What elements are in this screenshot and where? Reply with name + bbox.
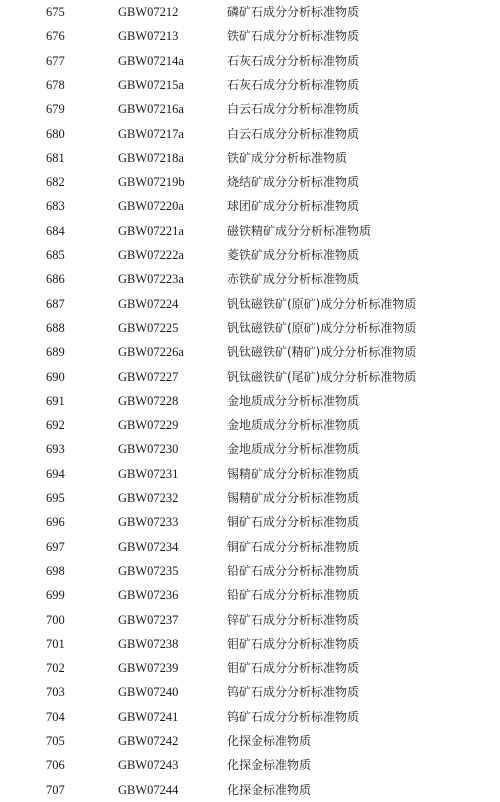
table-row: [0, 389, 500, 413]
material-name: 锡精矿成分分析标准物质: [227, 466, 360, 481]
material-name: 金地质成分分析标准物质: [227, 418, 360, 433]
table-row: [0, 73, 500, 97]
table-row: [0, 243, 500, 267]
material-code: GBW07220a: [118, 199, 184, 214]
material-code: GBW07221a: [118, 223, 184, 238]
table-row: [0, 122, 500, 146]
material-code: GBW07244: [118, 782, 179, 797]
table-row: [0, 340, 500, 364]
row-number: 704: [46, 709, 65, 724]
row-number: 699: [46, 588, 65, 603]
material-code: GBW07242: [118, 734, 179, 748]
row-number: 696: [46, 515, 65, 530]
material-name: 烧结矿成分分析标准物质: [227, 175, 360, 190]
row-number: 681: [46, 150, 65, 165]
table-row: [0, 559, 500, 583]
material-name: 赤铁矿成分分析标准物质: [227, 272, 360, 287]
material-code: GBW07237: [118, 612, 179, 627]
material-code: GBW07234: [118, 539, 179, 554]
material-name: 铜矿石成分分析标准物质: [227, 539, 360, 554]
material-name: 钒钛磁铁矿(精矿)成分分析标准物质: [227, 345, 417, 360]
material-name: 锡精矿成分分析标准物质: [227, 491, 360, 505]
material-name: 化探金标准物质: [227, 758, 312, 773]
material-code: GBW07215a: [118, 77, 184, 92]
row-number: 697: [46, 539, 65, 554]
material-name: 锌矿石成分分析标准物质: [227, 612, 360, 627]
material-name: 金地质成分分析标准物质: [227, 393, 360, 408]
table-row: [0, 608, 500, 632]
table-row: [0, 632, 500, 656]
material-code: GBW07223a: [118, 272, 184, 287]
material-code: GBW07217a: [118, 126, 184, 141]
table-row: [0, 49, 500, 73]
table-row: [0, 316, 500, 340]
table-row: [0, 365, 500, 389]
material-name: 钨矿石成分分析标准物质: [227, 685, 360, 700]
table-row: [0, 24, 500, 48]
material-code: GBW07218a: [118, 150, 184, 165]
material-name: 钒钛磁铁矿(原矿)成分分析标准物质: [227, 320, 417, 335]
row-number: 684: [46, 223, 65, 238]
material-name: 铅矿石成分分析标准物质: [227, 588, 360, 603]
row-number: 695: [46, 491, 65, 505]
material-name: 铁矿成分分析标准物质: [227, 150, 348, 165]
row-number: 678: [46, 77, 65, 92]
table-row: [0, 583, 500, 607]
material-code: GBW07236: [118, 588, 179, 603]
material-code: GBW07230: [118, 442, 179, 457]
row-number: 700: [46, 612, 65, 627]
table-row: [0, 510, 500, 534]
table-row: [0, 656, 500, 680]
material-code: GBW07233: [118, 515, 179, 530]
material-code: GBW07228: [118, 393, 179, 408]
material-code: GBW07227: [118, 369, 179, 384]
material-code: GBW07231: [118, 466, 179, 481]
table-row: [0, 413, 500, 437]
material-name: 白云石成分分析标准物质: [227, 126, 360, 141]
table-row: [0, 292, 500, 316]
row-number: 682: [46, 175, 65, 190]
material-code: GBW07219b: [118, 175, 185, 190]
row-number: 702: [46, 661, 65, 676]
table-row: [0, 219, 500, 243]
row-number: 677: [46, 53, 65, 68]
row-number: 683: [46, 199, 65, 214]
material-name: 钼矿石成分分析标准物质: [227, 636, 360, 651]
material-name: 化探金标准物质: [227, 734, 312, 748]
row-number: 687: [46, 296, 65, 311]
material-code: GBW07240: [118, 685, 179, 700]
material-name: 铅矿石成分分析标准物质: [227, 563, 360, 578]
row-number: 680: [46, 126, 65, 141]
material-code: GBW07212: [118, 5, 179, 19]
material-name: 铁矿石成分分析标准物质: [227, 29, 360, 44]
row-number: 686: [46, 272, 65, 287]
material-name: 磷矿石成分分析标准物质: [227, 5, 360, 19]
row-number: 707: [46, 782, 65, 797]
material-name: 钒钛磁铁矿(原矿)成分分析标准物质: [227, 296, 417, 311]
row-number: 701: [46, 636, 65, 651]
row-number: 688: [46, 320, 65, 335]
material-name: 菱铁矿成分分析标准物质: [227, 248, 360, 262]
table-row: [0, 267, 500, 291]
material-code: GBW07222a: [118, 248, 184, 262]
material-code: GBW07224: [118, 296, 179, 311]
table-row: [0, 705, 500, 729]
material-code: GBW07243: [118, 758, 179, 773]
table-row: [0, 778, 500, 802]
material-name: 化探金标准物质: [227, 782, 312, 797]
table-row: [0, 753, 500, 777]
row-number: 693: [46, 442, 65, 457]
row-number: 676: [46, 29, 65, 44]
table-row: [0, 437, 500, 461]
table-row: [0, 194, 500, 218]
table-row: [0, 146, 500, 170]
material-name: 钨矿石成分分析标准物质: [227, 709, 360, 724]
row-number: 679: [46, 102, 65, 117]
row-number: 694: [46, 466, 65, 481]
material-code: GBW07239: [118, 661, 179, 676]
row-number: 685: [46, 248, 65, 262]
material-code: GBW07235: [118, 563, 179, 578]
table-row: [0, 729, 500, 753]
table-row: [0, 170, 500, 194]
material-name: 钒钛磁铁矿(尾矿)成分分析标准物质: [227, 369, 417, 384]
material-name: 磁铁精矿成分分析标准物质: [227, 223, 372, 238]
table-row: [0, 462, 500, 486]
material-code: GBW07229: [118, 418, 179, 433]
table-row: [0, 680, 500, 704]
material-name: 石灰石成分分析标准物质: [227, 77, 360, 92]
row-number: 690: [46, 369, 65, 384]
table-row: [0, 0, 500, 24]
material-code: GBW07238: [118, 636, 179, 651]
material-name: 钼矿石成分分析标准物质: [227, 661, 360, 676]
material-name: 球团矿成分分析标准物质: [227, 199, 360, 214]
material-name: 白云石成分分析标准物质: [227, 102, 360, 117]
material-code: GBW07213: [118, 29, 179, 44]
material-code: GBW07216a: [118, 102, 184, 117]
row-number: 705: [46, 734, 65, 748]
material-code: GBW07241: [118, 709, 179, 724]
table-row: [0, 535, 500, 559]
table-row: [0, 486, 500, 510]
material-code: GBW07232: [118, 491, 179, 505]
row-number: 675: [46, 5, 65, 19]
material-code: GBW07225: [118, 320, 179, 335]
row-number: 689: [46, 345, 65, 360]
material-name: 石灰石成分分析标准物质: [227, 53, 360, 68]
row-number: 703: [46, 685, 65, 700]
row-number: 691: [46, 393, 65, 408]
material-name: 金地质成分分析标准物质: [227, 442, 360, 457]
material-code: GBW07226a: [118, 345, 184, 360]
row-number: 706: [46, 758, 65, 773]
material-code: GBW07214a: [118, 53, 184, 68]
table-row: [0, 97, 500, 121]
row-number: 698: [46, 563, 65, 578]
row-number: 692: [46, 418, 65, 433]
material-name: 铜矿石成分分析标准物质: [227, 515, 360, 530]
